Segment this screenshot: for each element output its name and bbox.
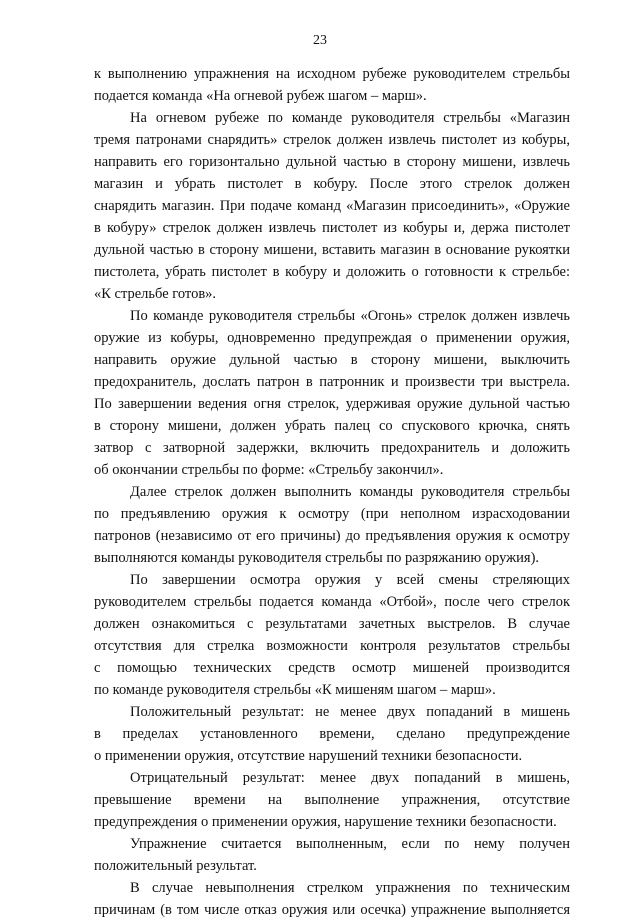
text-line: по предъявлению оружия к осмотру (при неполном израсходовании <box>94 506 570 522</box>
text-line: В случае невыполнения стрелком упражнения по техническим <box>130 880 570 896</box>
text-line: магазин и убрать пистолет в кобуру. После этого стрелок должен <box>94 176 570 192</box>
text-line: По команде руководителя стрельбы «Огонь» стрелок должен извлечь <box>130 308 570 324</box>
text-line: По завершении ведения огня стрелок, удерживая оружие дульной частью <box>94 396 570 412</box>
text-line: Далее стрелок должен выполнить команды руководителя стрельбы <box>130 484 570 500</box>
text-line: причинам (в том числе отказ оружия или осечка) упражнение выполняется <box>94 902 570 918</box>
text-line: положительный результат. <box>94 858 257 874</box>
text-line: к выполнению упражнения на исходном рубеже руководителем стрельбы <box>94 66 570 82</box>
text-line: оружие из кобуры, одновременно предупреждая о применении оружия, <box>94 330 570 346</box>
text-line: руководителем стрельбы подается команда «Отбой», после чего стрелок <box>94 594 570 610</box>
text-line: предохранитель, дослать патрон в патронник и произвести три выстрела. <box>94 374 570 390</box>
text-line: по команде руководителя стрельбы «К мишеням шагом – марш». <box>94 682 496 698</box>
text-line: в сторону мишени, должен убрать палец со спускового крючка, снять <box>94 418 570 434</box>
text-line: тремя патронами снарядить» стрелок должен извлечь пистолет из кобуры, <box>94 132 570 148</box>
text-line: направить его горизонтально дульной частью в сторону мишени, извлечь <box>94 154 570 170</box>
text-line: превышение времени на выполнение упражнения, отсутствие <box>94 792 570 808</box>
text-line: выполняются команды руководителя стрельбы по разряжанию оружия). <box>94 550 540 566</box>
text-line: с помощью технических средств осмотр мишеней производится <box>94 660 570 676</box>
text-line: предупреждения о применении оружия, нарушение техники безопасности. <box>94 814 557 830</box>
text-line: Упражнение считается выполненным, если по нему получен <box>130 836 570 852</box>
text-line: о применении оружия, отсутствие нарушений техники безопасности. <box>94 748 523 764</box>
text-line: затвор с затворной задержки, включить предохранитель и доложить <box>94 440 570 456</box>
text-line: в пределах установленного времени, сделано предупреждение <box>94 726 570 742</box>
text-line: патронов (независимо от его причины) до предъявления оружия к осмотру <box>94 528 570 544</box>
text-line: направить оружие дульной частью в сторону мишени, выключить <box>94 352 570 368</box>
text-line: снарядить магазин. При подаче команд «Магазин присоединить», «Оружие <box>94 198 570 214</box>
text-line: Положительный результат: не менее двух попаданий в мишень <box>130 704 570 720</box>
document-body <box>94 63 570 921</box>
page-number: 23 <box>313 33 327 48</box>
text-line: в кобуру» стрелок должен извлечь пистолет из кобуры и, держа пистолет <box>94 220 570 236</box>
text-line: «К стрельбе готов». <box>94 286 217 302</box>
text-line: На огневом рубеже по команде руководителя стрельбы «Магазин <box>130 110 570 126</box>
text-line: По завершении осмотра оружия у всей смены стреляющих <box>130 572 570 588</box>
text-line: дульной частью в сторону мишени, вставить магазин в основание рукоятки <box>94 242 570 258</box>
text-line: подается команда «На огневой рубеж шагом – марш». <box>94 88 427 104</box>
text-line: должен ознакомиться с результатами зачетных выстрелов. В случае <box>94 616 570 632</box>
text-line: пистолета, убрать пистолет в кобуру и доложить о готовности к стрельбе: <box>94 264 570 280</box>
text-line: Отрицательный результат: менее двух попаданий в мишень, <box>130 770 570 786</box>
text-line: отсутствия для стрелка возможности контроля результатов стрельбы <box>94 638 570 654</box>
text-line: об окончании стрельбы по форме: «Стрельбу закончил». <box>94 462 444 478</box>
